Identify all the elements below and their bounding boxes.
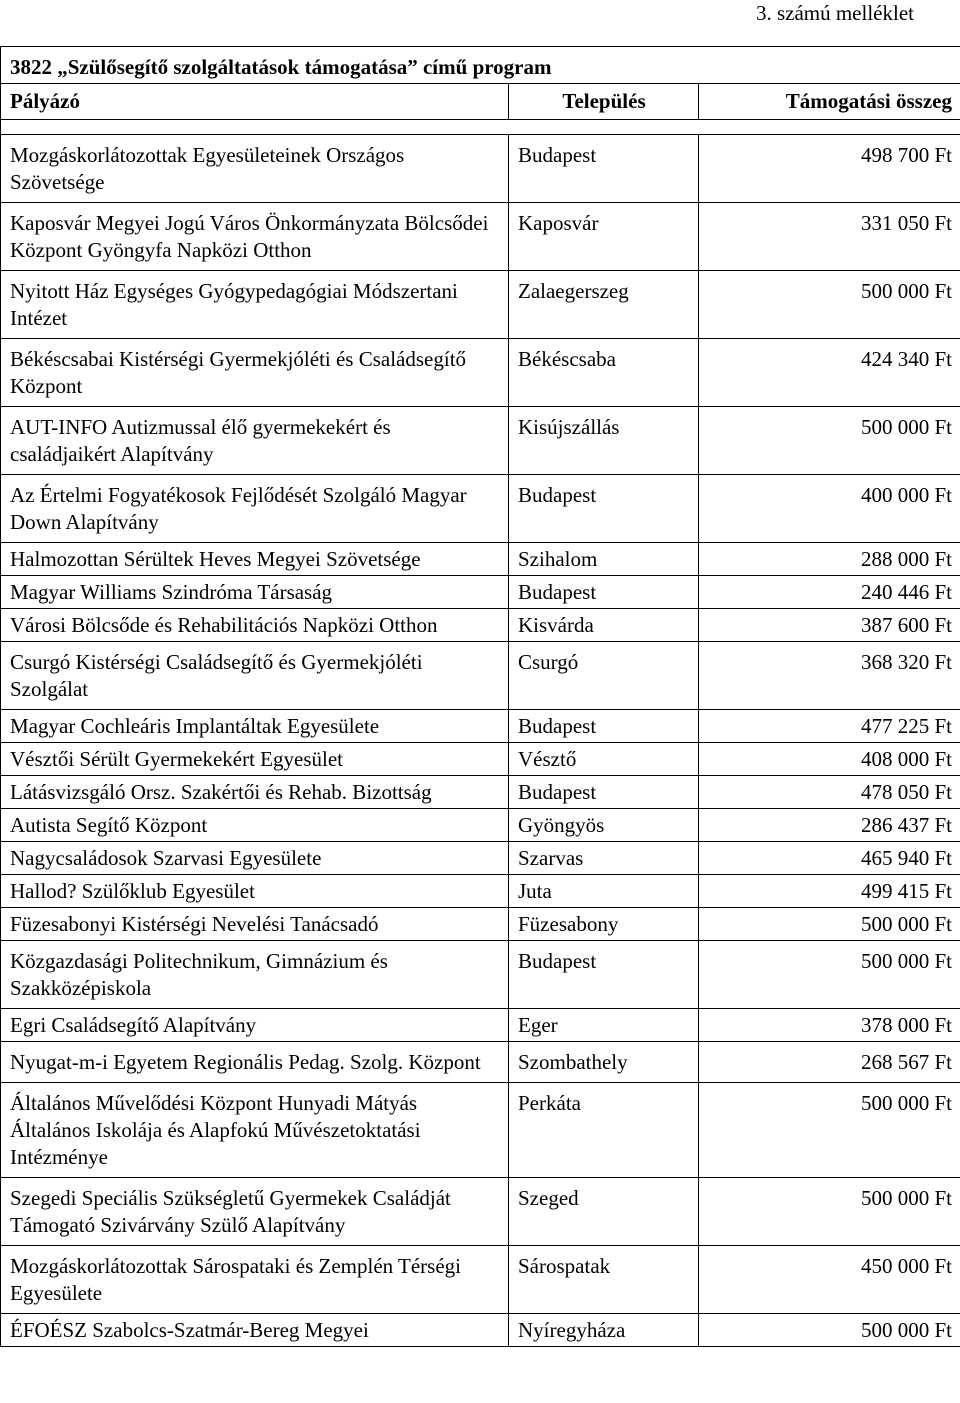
applicant-cell: Magyar Williams Szindróma Társaság <box>1 576 509 609</box>
grants-table-container <box>0 46 960 1347</box>
applicant-cell: Füzesabonyi Kistérségi Nevelési Tanácsadó <box>1 908 509 941</box>
applicant-cell: Az Értelmi Fogyatékosok Fejlődését Szolgáló Magyar Down Alapítvány <box>1 475 509 543</box>
amount-cell: 465 940 Ft <box>699 842 960 875</box>
amount-cell: 268 567 Ft <box>699 1042 960 1083</box>
table-row <box>1 1246 960 1314</box>
amount-cell: 500 000 Ft <box>699 1178 960 1246</box>
applicant-cell: Vésztői Sérült Gyermekekért Egyesület <box>1 743 509 776</box>
table-row <box>1 135 960 203</box>
table-row <box>1 642 960 710</box>
town-cell: Budapest <box>509 776 699 809</box>
table-row <box>1 875 960 908</box>
header-row <box>1 84 960 120</box>
amount-cell: 500 000 Ft <box>699 941 960 1009</box>
table-row <box>1 908 960 941</box>
town-cell: Szarvas <box>509 842 699 875</box>
amount-cell: 387 600 Ft <box>699 609 960 642</box>
town-cell: Kaposvár <box>509 203 699 271</box>
amount-cell: 378 000 Ft <box>699 1009 960 1042</box>
applicant-cell: Autista Segítő Központ <box>1 809 509 842</box>
table-row <box>1 1083 960 1178</box>
town-cell: Budapest <box>509 475 699 543</box>
amount-cell: 498 700 Ft <box>699 135 960 203</box>
town-cell: Szombathely <box>509 1042 699 1083</box>
annex-label: 3. számú melléklet <box>755 1 914 25</box>
town-cell: Nyíregyháza <box>509 1314 699 1347</box>
applicant-cell: Nyitott Ház Egységes Gyógypedagógiai Módszertani Intézet <box>1 271 509 339</box>
table-row <box>1 407 960 475</box>
amount-cell: 408 000 Ft <box>699 743 960 776</box>
town-cell: Kisújszállás <box>509 407 699 475</box>
town-cell: Sárospatak <box>509 1246 699 1314</box>
town-cell: Eger <box>509 1009 699 1042</box>
town-cell: Füzesabony <box>509 908 699 941</box>
table-row <box>1 809 960 842</box>
table-row <box>1 609 960 642</box>
applicant-cell: Közgazdasági Politechnikum, Gimnázium és Szakközépiskola <box>1 941 509 1009</box>
town-cell: Szeged <box>509 1178 699 1246</box>
amount-cell: 500 000 Ft <box>699 908 960 941</box>
applicant-cell: Látásvizsgáló Orsz. Szakértői és Rehab. Bizottság <box>1 776 509 809</box>
town-cell: Budapest <box>509 941 699 1009</box>
table-row <box>1 941 960 1009</box>
town-cell: Szihalom <box>509 543 699 576</box>
town-cell: Csurgó <box>509 642 699 710</box>
table-row <box>1 842 960 875</box>
applicant-cell: Városi Bölcsőde és Rehabilitációs Napközi Otthon <box>1 609 509 642</box>
town-cell: Perkáta <box>509 1083 699 1178</box>
amount-cell: 331 050 Ft <box>699 203 960 271</box>
applicant-cell: Általános Művelődési Központ Hunyadi Mátyás Általános Iskolája és Alapfokú Művészetoktatási Intézménye <box>1 1083 509 1178</box>
amount-cell: 368 320 Ft <box>699 642 960 710</box>
applicant-cell: Halmozottan Sérültek Heves Megyei Szövetsége <box>1 543 509 576</box>
table-row <box>1 710 960 743</box>
table-row <box>1 1178 960 1246</box>
amount-cell: 286 437 Ft <box>699 809 960 842</box>
town-cell: Budapest <box>509 710 699 743</box>
applicant-cell: Csurgó Kistérségi Családsegítő és Gyermekjóléti Szolgálat <box>1 642 509 710</box>
applicant-cell: ÉFOÉSZ Szabolcs-Szatmár-Bereg Megyei <box>1 1314 509 1347</box>
town-cell: Zalaegerszeg <box>509 271 699 339</box>
amount-cell: 450 000 Ft <box>699 1246 960 1314</box>
amount-cell: 500 000 Ft <box>699 1083 960 1178</box>
applicant-cell: Nagycsaládosok Szarvasi Egyesülete <box>1 842 509 875</box>
town-cell: Vésztő <box>509 743 699 776</box>
header-amount: Támogatási összeg <box>699 84 960 120</box>
table-row <box>1 776 960 809</box>
applicant-cell: Egri Családsegítő Alapítvány <box>1 1009 509 1042</box>
grants-table <box>0 46 960 1347</box>
table-row <box>1 1009 960 1042</box>
table-row <box>1 1314 960 1347</box>
table-row <box>1 339 960 407</box>
program-title: 3822 „Szülősegítő szolgáltatások támogatása” című program <box>1 47 960 84</box>
applicant-cell: Mozgáskorlátozottak Sárospataki és Zemplén Térségi Egyesülete <box>1 1246 509 1314</box>
header-spacer <box>1 120 960 135</box>
program-title-row <box>1 47 960 84</box>
applicant-cell: Mozgáskorlátozottak Egyesületeinek Országos Szövetsége <box>1 135 509 203</box>
applicant-cell: AUT-INFO Autizmussal élő gyermekekért és családjaikért Alapítvány <box>1 407 509 475</box>
applicant-cell: Szegedi Speciális Szükségletű Gyermekek Családját Támogató Szivárvány Szülő Alapítvány <box>1 1178 509 1246</box>
header-town: Település <box>509 84 699 120</box>
table-row <box>1 743 960 776</box>
amount-cell: 288 000 Ft <box>699 543 960 576</box>
town-cell: Budapest <box>509 135 699 203</box>
table-row <box>1 475 960 543</box>
applicant-cell: Magyar Cochleáris Implantáltak Egyesülete <box>1 710 509 743</box>
town-cell: Kisvárda <box>509 609 699 642</box>
amount-cell: 478 050 Ft <box>699 776 960 809</box>
applicant-cell: Hallod? Szülőklub Egyesület <box>1 875 509 908</box>
town-cell: Békéscsaba <box>509 339 699 407</box>
spacer-cell <box>1 120 960 135</box>
table-row <box>1 576 960 609</box>
amount-cell: 400 000 Ft <box>699 475 960 543</box>
applicant-cell: Kaposvár Megyei Jogú Város Önkormányzata Bölcsődei Központ Gyöngyfa Napközi Otthon <box>1 203 509 271</box>
amount-cell: 477 225 Ft <box>699 710 960 743</box>
header-applicant: Pályázó <box>1 84 509 120</box>
table-row <box>1 203 960 271</box>
amount-cell: 424 340 Ft <box>699 339 960 407</box>
table-row <box>1 271 960 339</box>
amount-cell: 500 000 Ft <box>699 1314 960 1347</box>
amount-cell: 240 446 Ft <box>699 576 960 609</box>
applicant-cell: Nyugat-m-i Egyetem Regionális Pedag. Szolg. Központ <box>1 1042 509 1083</box>
table-row <box>1 1042 960 1083</box>
amount-cell: 499 415 Ft <box>699 875 960 908</box>
town-cell: Juta <box>509 875 699 908</box>
town-cell: Budapest <box>509 576 699 609</box>
amount-cell: 500 000 Ft <box>699 271 960 339</box>
applicant-cell: Békéscsabai Kistérségi Gyermekjóléti és Családsegítő Központ <box>1 339 509 407</box>
town-cell: Gyöngyös <box>509 809 699 842</box>
table-row <box>1 543 960 576</box>
amount-cell: 500 000 Ft <box>699 407 960 475</box>
